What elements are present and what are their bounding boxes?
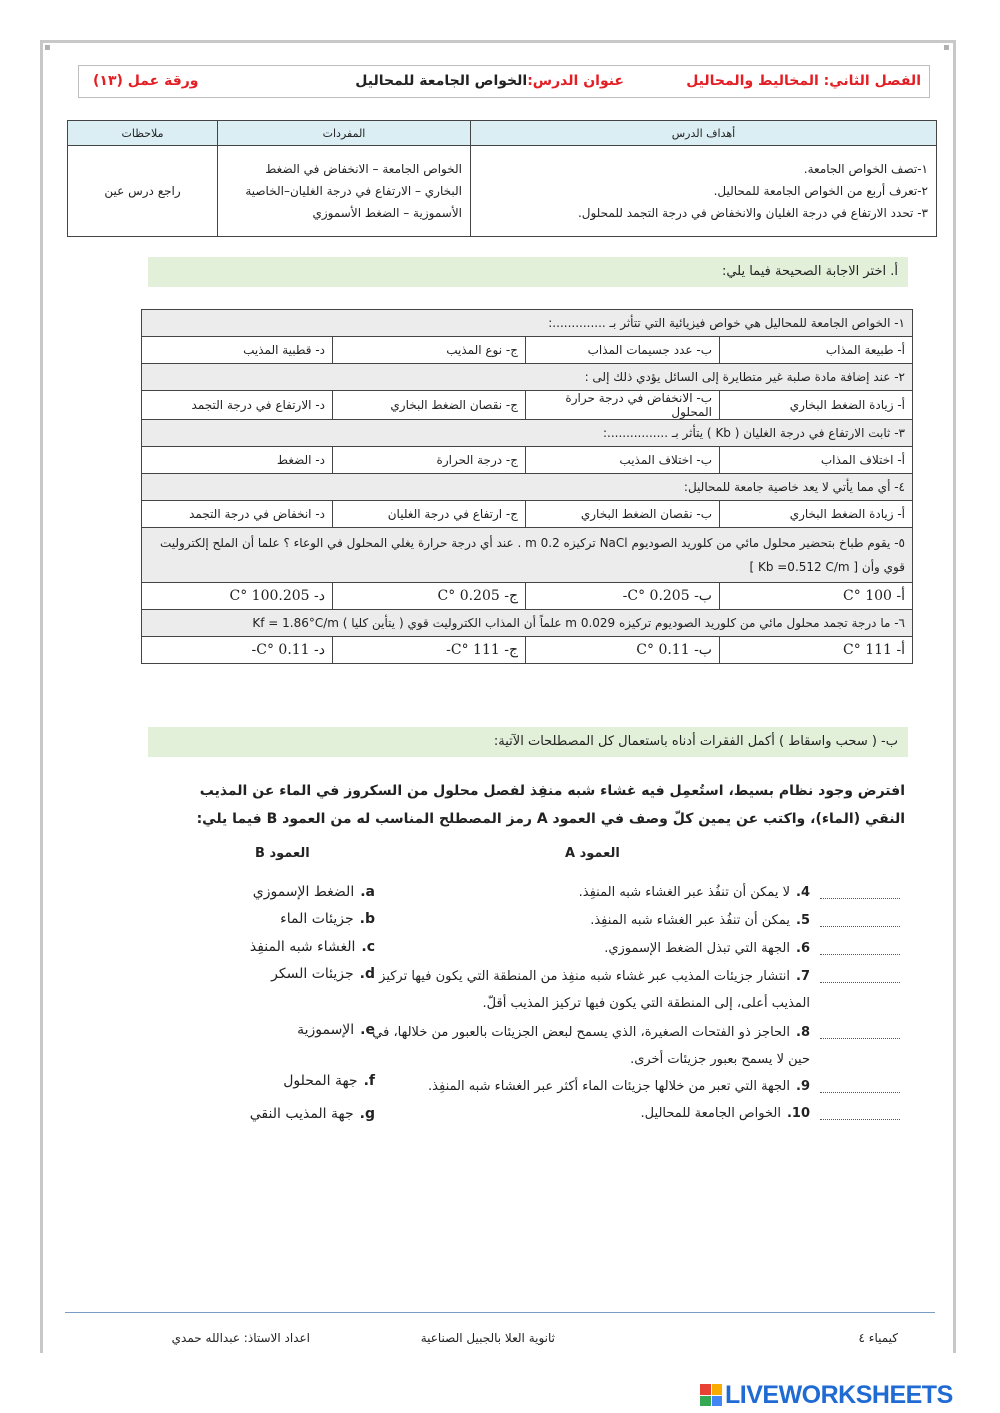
- table-header: أهداف الدرس: [471, 121, 937, 146]
- section-a-title: أ. اختر الاجابة الصحيحة فيما يلي:: [148, 257, 908, 287]
- question-text: ٢- عند إضافة مادة صلبة غير متطايرة إلى السائل يؤدي ذلك إلى :: [142, 364, 913, 391]
- notes-cell: راجع درس عين: [68, 146, 218, 237]
- answer-option[interactable]: ج- نقصان الضغط البخاري: [333, 391, 526, 420]
- goals-cell: [471, 146, 937, 237]
- corner-mark: ▪: [44, 42, 51, 53]
- column-b-item[interactable]: f.جهة المحلول: [283, 1073, 375, 1089]
- answer-option[interactable]: أ- زيادة الضغط البخاري: [720, 391, 913, 420]
- column-a-item: 5.يمكن أن تنفُذ عبر الغشاء شبه المنفِذ.: [590, 913, 810, 928]
- answer-option[interactable]: ب- 0.11 °C: [526, 637, 720, 664]
- answer-option[interactable]: ج- 0.205 °C: [333, 583, 526, 610]
- answer-drop-slot[interactable]: [820, 925, 900, 927]
- column-a-item: 6.الجهة التي تبذل الضغط الإسموزي.: [604, 941, 810, 956]
- liveworksheets-logo-icon: [700, 1384, 722, 1406]
- answer-option[interactable]: د- الارتفاع في درجة التجمد: [142, 391, 333, 420]
- answer-option[interactable]: ب- الانخفاض في درجة حرارة المحلول: [526, 391, 720, 420]
- column-b-item[interactable]: d.جزيئات السكر: [271, 966, 375, 982]
- column-b-item[interactable]: e.الإسموزية: [297, 1022, 375, 1038]
- answer-drop-slot[interactable]: [820, 1091, 900, 1093]
- section-b-intro: افترض وجود نظام بسيط، استُعمِل فيه غشاء شبه منفِذ لفصل محلول من السكروز في الماء عن المذيب النقي (الماء)، واكتب عن يمين كلّ وصف في العمود A رمز المصطلح المناسب له من العمود B فيما يلي:: [196, 783, 905, 827]
- column-b-item[interactable]: g.جهة المذيب النقي: [249, 1106, 375, 1122]
- column-b-item[interactable]: a.الضغط الإسموزي: [252, 884, 375, 900]
- worksheet-header: [78, 65, 930, 98]
- objectives-table: [67, 120, 937, 237]
- answer-option[interactable]: د- 0.11 °C-: [142, 637, 333, 664]
- footer-author: اعداد الاستاذ: عبدالله حمدي: [171, 1331, 310, 1345]
- column-b-item[interactable]: c.الغشاء شبه المنفِذ: [249, 939, 375, 955]
- answer-option[interactable]: أ- اختلاف المذاب: [720, 447, 913, 474]
- column-b-item[interactable]: b.جزيئات الماء: [280, 911, 375, 927]
- answer-option[interactable]: ج- درجة الحرارة: [333, 447, 526, 474]
- footer-divider: [65, 1312, 935, 1313]
- answer-option[interactable]: أ- 111 °C: [720, 637, 913, 664]
- mcq-table: [141, 309, 913, 664]
- goal-item: ١-تصف الخواص الجامعة.: [803, 161, 928, 176]
- table-header: المفردات: [218, 121, 471, 146]
- footer-school: ثانوية العلا بالجبيل الصناعية: [420, 1331, 555, 1345]
- column-a-item: 4.لا يمكن أن تنفُذ عبر الغشاء شبه المنفِذ.: [578, 885, 810, 900]
- column-b-title: العمود B: [255, 846, 310, 861]
- answer-drop-slot[interactable]: [820, 981, 900, 983]
- column-a-item: 9.الجهة التي تعبر من خلالها جزيئات الماء أكثر عبر الغشاء شبه المنفِذ.: [428, 1079, 810, 1094]
- table-header: ملاحظات: [68, 121, 218, 146]
- vocab-cell: الخواص الجامعة – الانخفاض في الضغط البخاري – الارتفاع في درجة الغليان–الخاصية الأسموزية – الضغط الأسموزي: [218, 146, 471, 237]
- answer-drop-slot[interactable]: [820, 953, 900, 955]
- answer-option[interactable]: ب- 0.205 °C-: [526, 583, 720, 610]
- question-text: ٥- يقوم طباخ بتحضير محلول مائي من كلوريد الصوديوم NaCl تركيزه 0.2 m . عند أي درجة حرارة يغلي المحلول في الوعاء ؟ علما أن الملح إلكتروليت قوي وأن [ Kb =0.512 C/m ]: [142, 528, 913, 583]
- answer-option[interactable]: ب- عدد جسيمات المذاب: [526, 337, 720, 364]
- lesson-title: عنوان الدرس:الخواص الجامعة للمحاليل: [355, 73, 624, 89]
- column-a-item: 10.الخواص الجامعة للمحاليل.: [640, 1106, 810, 1121]
- answer-option[interactable]: د- الضغط: [142, 447, 333, 474]
- logo-square: [700, 1396, 711, 1407]
- logo-square: [712, 1396, 723, 1407]
- chapter-title: الفصل الثاني: المخاليط والمحاليل: [686, 73, 921, 89]
- brand-name: LIVEWORKSHEETS: [725, 1380, 953, 1409]
- answer-drop-slot[interactable]: [820, 1037, 900, 1039]
- answer-option[interactable]: د- 100.205 °C: [142, 583, 333, 610]
- footer-subject: كيمياء ٤: [858, 1331, 898, 1345]
- column-a-item: 8.الحاجز ذو الفتحات الصغيرة، الذي يسمح لبعض الجزيئات بالعبور من خلالها، في حين لا يسمح بعبور جزيئات أخرى.: [372, 1025, 810, 1067]
- question-text: ١- الخواص الجامعة للمحاليل هي خواص فيزيائية التي تتأثر بـ ..............:: [142, 310, 913, 337]
- answer-option[interactable]: ب- نقصان الضغط البخاري: [526, 501, 720, 528]
- answer-option[interactable]: ج- 111 °C-: [333, 637, 526, 664]
- answer-option[interactable]: ب- اختلاف المذيب: [526, 447, 720, 474]
- logo-square: [712, 1384, 723, 1395]
- answer-option[interactable]: أ- زيادة الضغط البخاري: [720, 501, 913, 528]
- answer-drop-slot[interactable]: [820, 897, 900, 899]
- column-a-item: 7.انتشار جزيئات المذيب عبر غشاء شبه منفِذ من المنطقة التي يكون فيها تركيز المذيب أعلى، إلى المنطقة التي يكون فيها تركيز المذيب أقلّ.: [379, 969, 810, 1011]
- liveworksheets-brand[interactable]: [700, 1381, 953, 1409]
- question-text: ٦- ما درجة تجمد محلول مائي من كلوريد الصوديوم تركيزه 0.029 m علماً أن المذاب الكتروليت قوي ( يتأين كليا ) Kf = 1.86°C/m: [142, 610, 913, 637]
- answer-option[interactable]: د- قطبية المذيب: [142, 337, 333, 364]
- goal-item: ٣- تحدد الارتفاع في درجة الغليان والانخفاض في درجة التجمد للمحلول.: [577, 206, 928, 221]
- answer-option[interactable]: أ- طبيعة المذاب: [720, 337, 913, 364]
- section-b-title: ب- ( سحب واسقاط ) أكمل الفقرات أدناه باستعمال كل المصطلحات الآتية:: [148, 727, 908, 757]
- answer-option[interactable]: ج- نوع المذيب: [333, 337, 526, 364]
- question-text: ٣- ثابت الارتفاع في درجة الغليان ( Kb ) يتأثر بـ ................:: [142, 420, 913, 447]
- worksheet-number: ورقة عمل (١٣): [93, 73, 199, 89]
- question-text: ٤- أي مما يأتي لا يعد خاصية جامعة للمحاليل:: [142, 474, 913, 501]
- answer-option[interactable]: د- انخفاض في درجة التجمد: [142, 501, 333, 528]
- corner-mark: ▪: [943, 42, 950, 53]
- answer-option[interactable]: أ- 100 °C: [720, 583, 913, 610]
- answer-option[interactable]: ج- ارتفاع في درجة الغليان: [333, 501, 526, 528]
- logo-square: [700, 1384, 711, 1395]
- goal-item: ٢-تعرف أربع من الخواص الجامعة للمحاليل.: [713, 183, 928, 198]
- answer-drop-slot[interactable]: [820, 1118, 900, 1120]
- column-a-title: العمود A: [565, 846, 620, 861]
